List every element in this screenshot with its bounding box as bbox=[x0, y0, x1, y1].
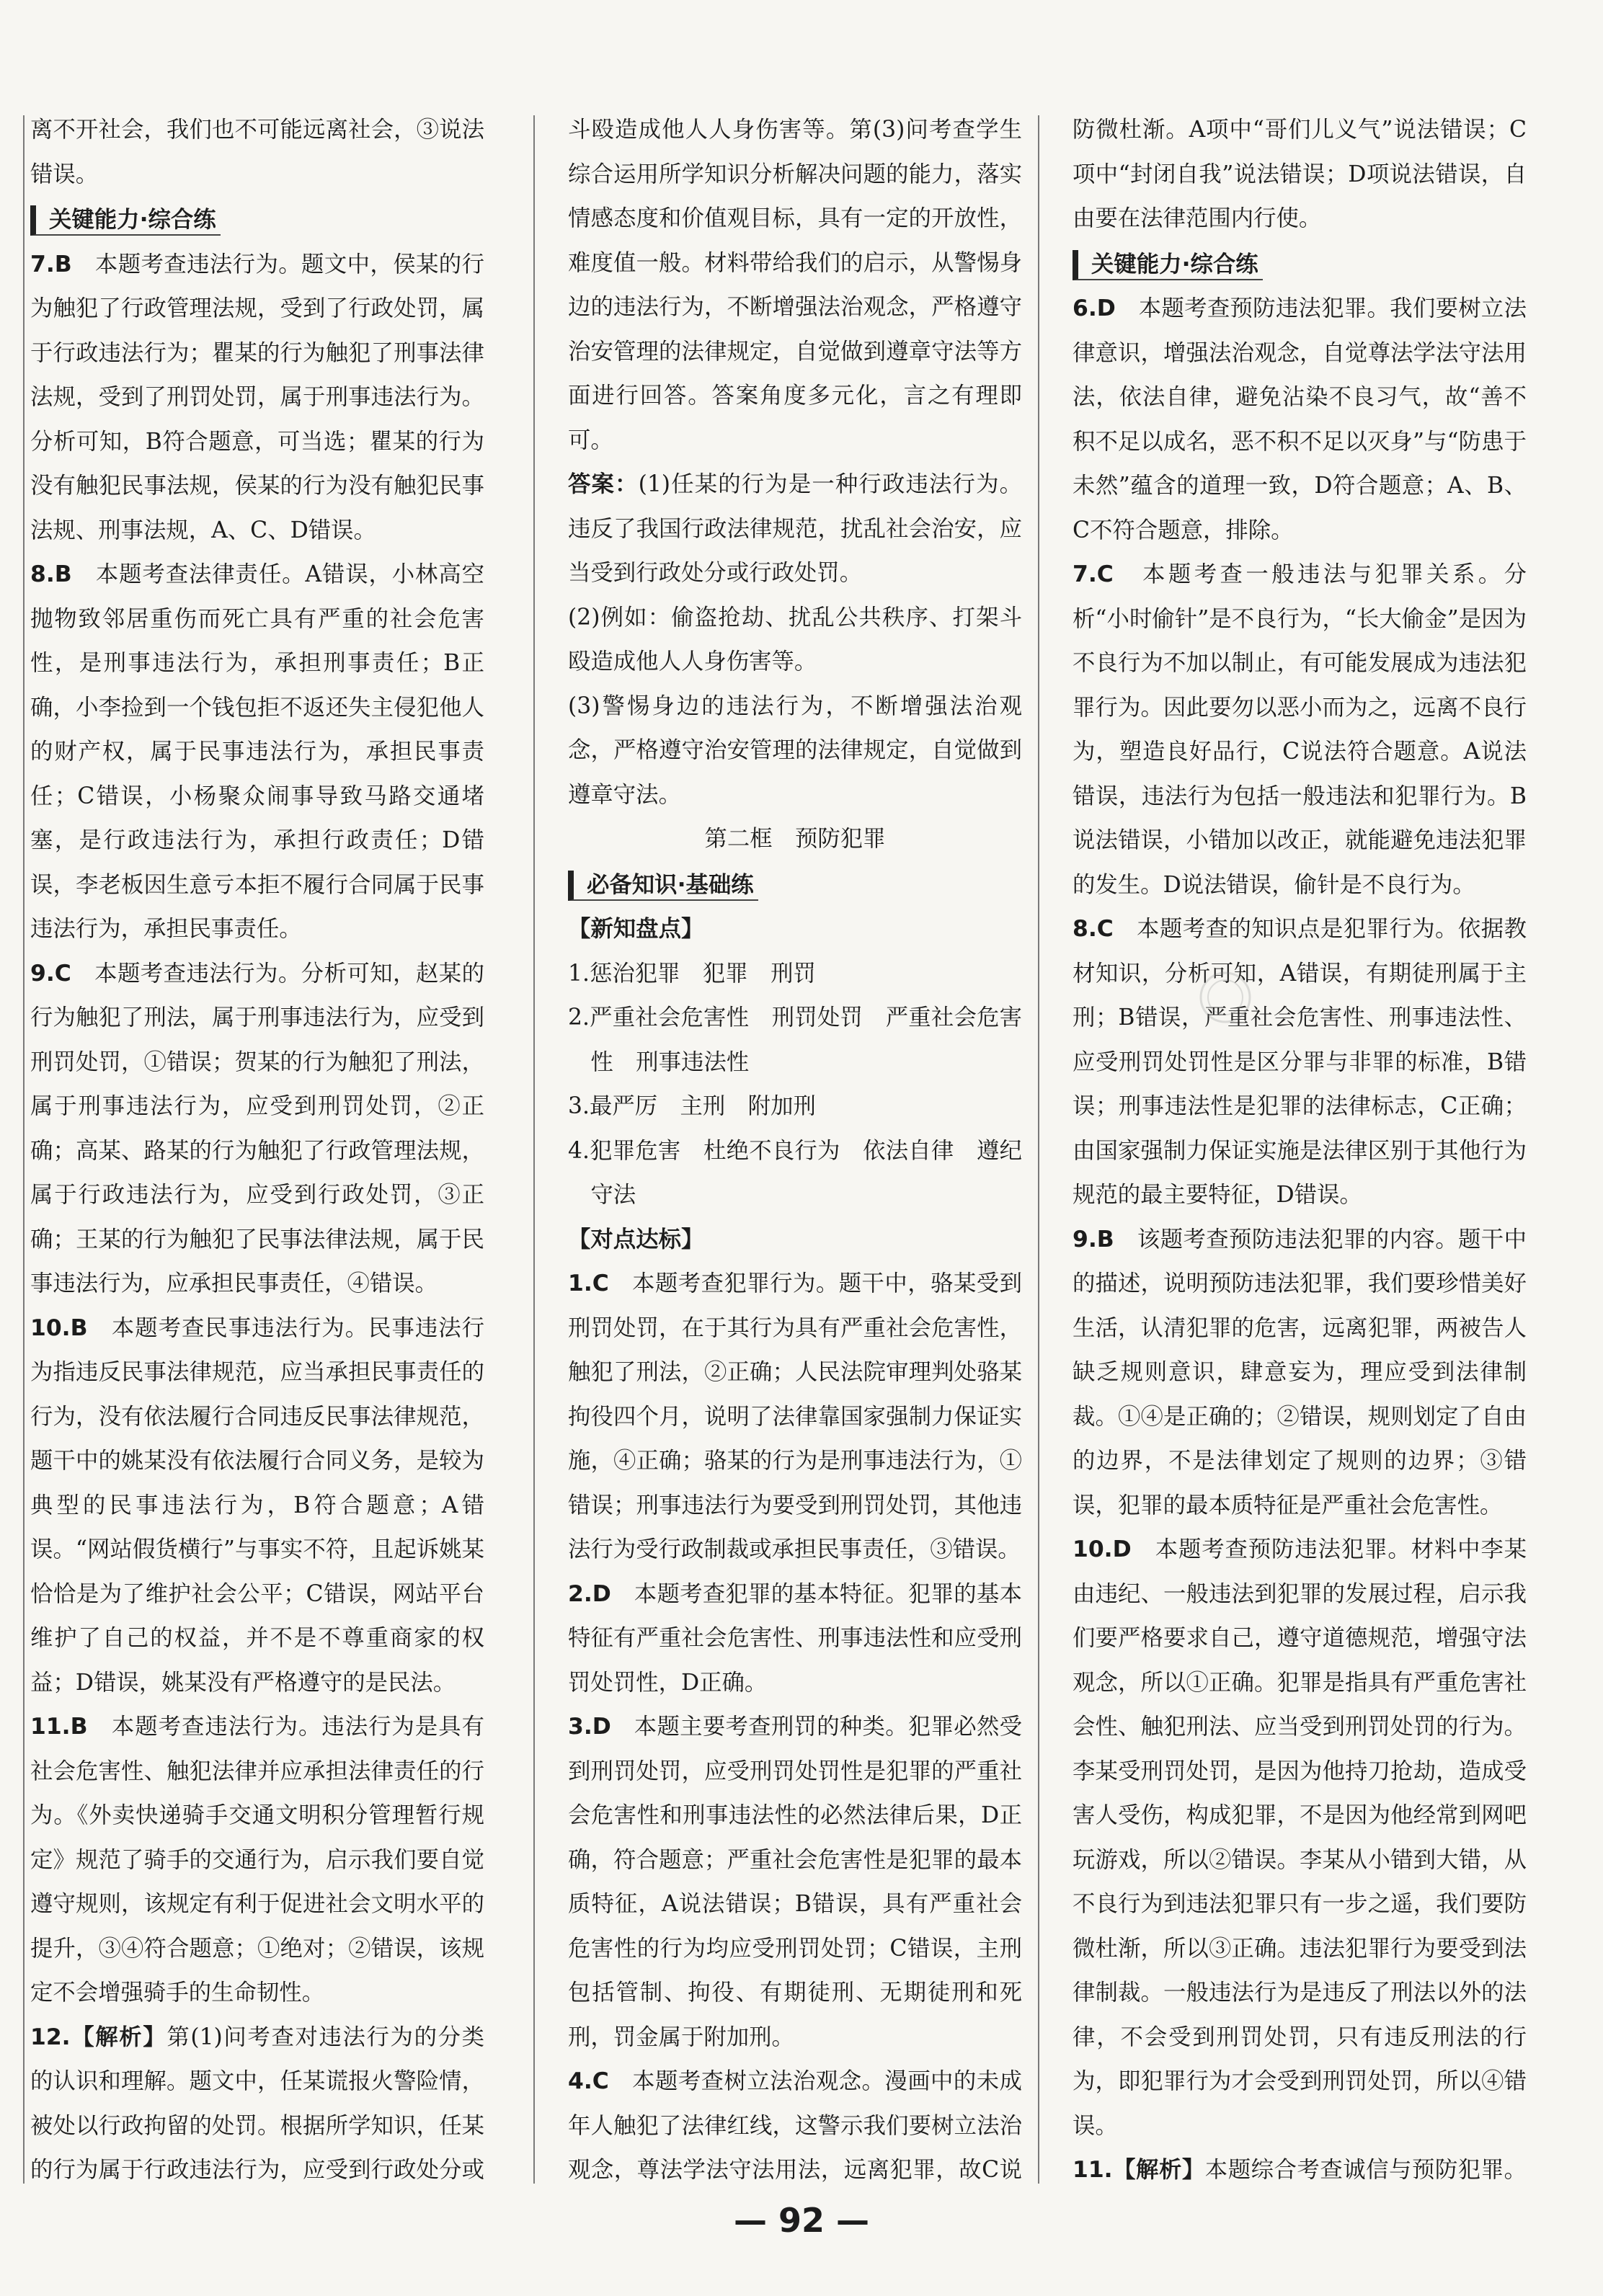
answer-number: 9.B bbox=[1073, 1226, 1114, 1252]
answer-text: 本题考查违法行为。题文中，侯某的行为触犯了行政管理法规，受到了行政处罚，属于行政违法行为；瞿某的行为触犯了刑事法律法规，受到了刑罚处罚，属于刑事违法行为。分析可知，B符合题意，可当选；瞿某的行为没有触犯民事法规，侯某的行为没有触犯民事法规、刑事法规，A、C、D错误。 bbox=[30, 251, 484, 543]
answer-number: 4.C bbox=[568, 2068, 609, 2094]
left-margin-rule bbox=[23, 115, 25, 2184]
answer-item-2 bbox=[568, 1572, 1022, 1706]
knowledge-item-4: 4.犯罪危害 杜绝不良行为 依法自律 遵纪守法 bbox=[568, 1137, 1022, 1208]
section-heading-key-ability-2: 关键能力·综合练 bbox=[1073, 250, 1263, 280]
answer-text: 本题综合考查诚信与预防犯罪。 bbox=[1204, 2157, 1527, 2183]
answer-text: 本题考查法律责任。A错误，小林高空抛物致邻居重伤而死亡具有严重的社会危害性，是刑事违法行为，承担刑事责任；B正确，小李捡到一个钱包拒不返还失主侵犯他人的财产权，属于民事违法行为，承担民事责任；C错误，小杨聚众闹事导致马路交通堵塞，是行政违法行为，承担行政责任；D错误，李老板因生意亏本拒不履行合同属于民事违法行为，承担民事责任。 bbox=[30, 561, 484, 942]
answer-text: 该题考查预防违法犯罪的内容。题干中的描述，说明预防违法犯罪，我们要珍惜美好生活，认清犯罪的危害，远离犯罪，两被告人缺乏规则意识，肆意妄为，理应受到法律制裁。①④是正确的；②错误，规则划定了自由的边界，不是法律划定了规则的边界；③错误，犯罪的最本质特征是严重社会危害性。 bbox=[1073, 1226, 1527, 1518]
answer-text: 本题考查犯罪行为。题干中，骆某受到刑罚处罚，在于其行为具有严重社会危害性，触犯了刑法，②正确；人民法院审理判处骆某拘役四个月，说明了法律靠国家强制力保证实施，④正确；骆某的行为是刑事违法行为，①错误；刑事违法行为要受到刑罚处罚，其他违法行为受行政制裁或承担民事责任，③错误。 bbox=[568, 1271, 1022, 1562]
answer-text: 本题主要考查刑罚的种类。犯罪必然受到刑罚处罚，应受刑罚处罚性是犯罪的严重社会危害性和刑事违法性的必然法律后果，D正确，符合题意；严重社会危害性是犯罪的最本质特征，A说法错误；B错误，具有严重社会危害性的行为均应受刑罚处罚；C错误，主刑包括管制、拘役、有期徒刑、无期徒刑和死刑，罚金属于附加刑。 bbox=[568, 1714, 1022, 2050]
answer-part-1: (1)任某的行为是一种行政违法行为。违反了我国行政法律规范，扰乱社会治安，应当受到行政处分或行政处罚。 bbox=[568, 471, 1022, 586]
answer-text: 本题考查犯罪的基本特征。犯罪的基本特征有严重社会危害性、刑事违法性和应受刑罚处罚性，D正确。 bbox=[568, 1580, 1022, 1696]
column-3 bbox=[1073, 108, 1527, 2184]
paragraph-continuation: 离不开社会，我们也不可能远离社会，③说法错误。 bbox=[30, 117, 484, 187]
answer-number: 1.C bbox=[568, 1271, 609, 1296]
paragraph-continuation: 斗殴造成他人人身伤害等。第(3)问考查学生综合运用所学知识分析解决问题的能力，落实情感态度和价值观目标，具有一定的开放性，难度值一般。材料带给我们的启示，从警惕身边的违法行为，不断增强法治观念，严格遵守治安管理的法律规定，自觉做到遵章守法等方面进行回答。答案角度多元化，言之有理即可。 bbox=[568, 117, 1022, 453]
answer-text: 本题考查一般违法与犯罪关系。分析“小时偷针”是不良行为，“长大偷金”是因为不良行为不加以制止，有可能发展成为违法犯罪行为。因此要勿以恶小而为之，远离不良行为，塑造良好品行，C说法符合题意。A说法错误，违法行为包括一般违法和犯罪行为。B说法错误，小错加以改正，就能避免违法犯罪的发生。D说法错误，偷针是不良行为。 bbox=[1073, 561, 1527, 898]
answer-number: 11.B bbox=[30, 1714, 88, 1740]
answer-item-7 bbox=[1073, 553, 1527, 907]
sub-heading-new-knowledge: 【新知盘点】 bbox=[568, 916, 704, 942]
answer-item-1 bbox=[568, 1262, 1022, 1572]
answer-item-3 bbox=[568, 1705, 1022, 2060]
knowledge-item-2: 2.严重社会危害性 刑罚处罚 严重社会危害性 刑事违法性 bbox=[568, 1005, 1022, 1075]
faint-seal-icon bbox=[1196, 969, 1254, 1026]
answer-text: 第(1)问考查对违法行为的分类的认识和理解。题文中，任某谎报火警险情，被处以行政拘留的处罚。根据所学知识，任某的行为属于行政违法行为，应受到行政处分或 bbox=[30, 2024, 484, 2183]
answer-part-2: (2)例如：偷盗抢劫、扰乱公共秩序、打架斗殴造成他人人身伤害等。 bbox=[568, 604, 1022, 675]
answer-item-10 bbox=[1073, 1528, 1527, 2148]
answer-item-10 bbox=[30, 1307, 484, 1706]
answer-text: 本题考查违法行为。分析可知，赵某的行为触犯了刑法，属于刑事违法行为，应受到刑罚处罚，①错误；贺某的行为触犯了刑法，属于刑事违法行为，应受到刑罚处罚，②正确；高某、路某的行为触犯了行政管理法规，属于行政违法行为，应受到行政处罚，③正确；王某的行为触犯了民事法律法规，属于民事违法行为，应承担民事责任，④错误。 bbox=[30, 960, 484, 1296]
answer-text: 本题考查的知识点是犯罪行为。依据教材知识，分析可知，A错误，有期徒刑属于主刑；B错误，严重社会危害性、刑事违法性、应受刑罚处罚性是区分罪与非罪的标准，B错误；刑事违法性是犯罪的法律标志，C正确；由国家强制力保证实施是法律区别于其他行为规范的最主要特征，D错误。 bbox=[1073, 916, 1527, 1208]
answer-number: 10.D bbox=[1073, 1536, 1132, 1562]
answer-item-9 bbox=[30, 952, 484, 1307]
answer-item-6 bbox=[1073, 287, 1527, 553]
answer-number: 3.D bbox=[568, 1714, 611, 1740]
answer-number: 6.D bbox=[1073, 295, 1116, 321]
answer-label: 答案： bbox=[568, 471, 639, 497]
section-heading-basic-knowledge: 必备知识·基础练 bbox=[568, 871, 758, 901]
answer-item-7 bbox=[30, 243, 484, 553]
paragraph-continuation: 防微杜渐。A项中“哥们儿义气”说法错误；C项中“封闭自我”说法错误；D项说法错误，自由要在法律范围内行使。 bbox=[1073, 117, 1527, 231]
answer-item-11 bbox=[1073, 2148, 1527, 2184]
answer-text: 本题考查预防违法犯罪。我们要树立法律意识，增强法治观念，自觉尊法学法守法用法，依法自律，避免沾染不良习气，故“善不积不足以成名，恶不积不足以灭身”与“防患于未然”蕴含的道理一致，D符合题意；A、B、C不符合题意，排除。 bbox=[1073, 295, 1527, 543]
answer-text: 本题考查违法行为。违法行为是具有社会危害性、触犯法律并应承担法律责任的行为。《外卖快递骑手交通文明积分管理暂行规定》规范了骑手的交通行为，启示我们要自觉遵守规则，该规定有利于促进社会文明水平的提升，③④符合题意；①绝对；②错误，该规定不会增强骑手的生命韧性。 bbox=[30, 1714, 484, 2006]
answer-text: 本题考查预防违法犯罪。材料中李某由违纪、一般违法到犯罪的发展过程，启示我们要严格要求自己，遵守道德规范，增强守法观念，所以①正确。犯罪是指具有严重危害社会性、触犯刑法、应当受到刑罚处罚的行为。李某受刑罚处罚，是因为他持刀抢劫，造成受害人受伤，构成犯罪，不是因为他经常到网吧玩游戏，所以②错误。李某从小错到大错，从不良行为到违法犯罪只有一步之遥，我们要防微杜渐，所以③正确。违法犯罪行为要受到法律制裁。一般违法行为是违反了刑法以外的法律，不会受到刑罚处罚，只有违反刑法的行为，即犯罪行为才会受到刑罚处罚，所以④错误。 bbox=[1073, 1536, 1527, 2139]
answer-number: 9.C bbox=[30, 960, 71, 987]
answer-number: 7.B bbox=[30, 251, 72, 277]
section-heading-key-ability: 关键能力·综合练 bbox=[30, 205, 221, 236]
frame-title: 第二框 预防犯罪 bbox=[704, 826, 886, 852]
answer-part-3: (3)警惕身边的违法行为，不断增强法治观念，严格遵守治安管理的法律规定，自觉做到遵章守法。 bbox=[568, 693, 1022, 808]
column-1 bbox=[30, 108, 484, 2184]
sub-heading-target-practice: 【对点达标】 bbox=[568, 1226, 704, 1252]
answer-number: 7.C bbox=[1073, 561, 1114, 587]
column-divider-2 bbox=[1038, 115, 1039, 2184]
answer-number: 10.B bbox=[30, 1314, 88, 1341]
answer-item-4 bbox=[568, 2060, 1022, 2184]
answer-number: 12.【解析】 bbox=[30, 2024, 167, 2050]
answer-text: 本题考查民事违法行为。民事违法行为指违反民事法律规范，应当承担民事责任的行为，没有依法履行合同违反民事法律规范，题干中的姚某没有依法履行合同义务，是较为典型的民事违法行为，B符合题意；A错误。“网站假货横行”与事实不符，且起诉姚某恰恰是为了维护社会公平；C错误，网站平台维护了自己的权益，并不是不尊重商家的权益；D错误，姚某没有严格遵守的是民法。 bbox=[30, 1314, 484, 1696]
answer-item-8 bbox=[1073, 907, 1527, 1218]
answer-block bbox=[568, 463, 1022, 596]
answer-text: 本题考查树立法治观念。漫画中的未成年人触犯了法律红线，这警示我们要树立法治观念，尊法学法守法用法，远离犯罪，故C说 bbox=[568, 2068, 1022, 2183]
answer-number: 2.D bbox=[568, 1580, 611, 1607]
answer-number: 8.B bbox=[30, 561, 72, 587]
answer-number: 8.C bbox=[1073, 916, 1114, 942]
column-divider-1 bbox=[533, 115, 535, 2184]
page-number: — 92 — bbox=[733, 2201, 870, 2240]
knowledge-item-3: 3.最严厉 主刑 附加刑 bbox=[568, 1093, 816, 1119]
answer-item-12 bbox=[30, 2016, 484, 2184]
answer-item-9 bbox=[1073, 1218, 1527, 1529]
answer-number: 11.【解析】 bbox=[1073, 2157, 1205, 2183]
knowledge-item-1: 1.惩治犯罪 犯罪 刑罚 bbox=[568, 960, 816, 987]
column-2 bbox=[568, 108, 1022, 2184]
answer-item-11 bbox=[30, 1705, 484, 2016]
answer-item-8 bbox=[30, 553, 484, 952]
